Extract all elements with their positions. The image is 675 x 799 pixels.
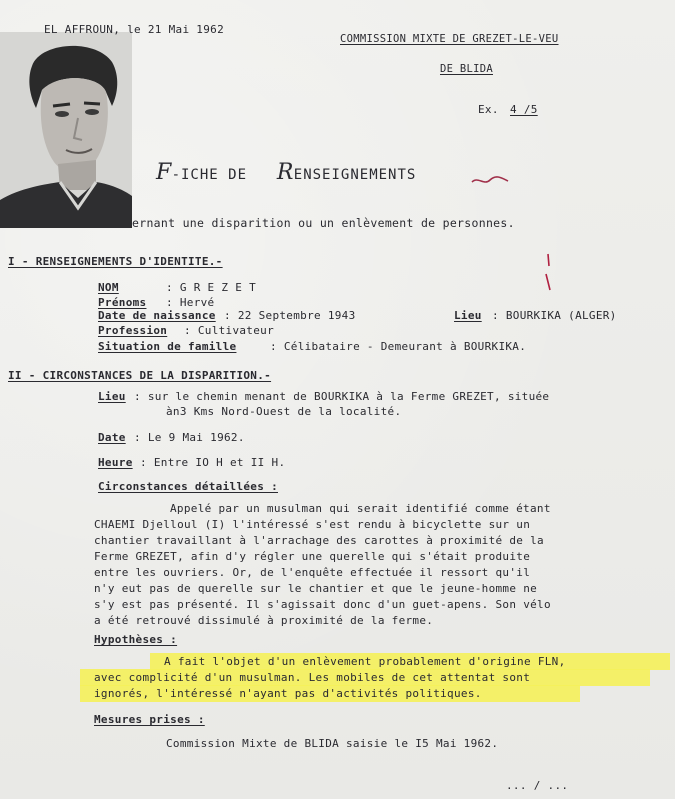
heure-value: : Entre IO H et II H. bbox=[140, 456, 286, 469]
famille-label: Situation de famille bbox=[98, 340, 237, 353]
hypothesis-line: ignorés, l'intéressé n'ayant pas d'activités politiques. bbox=[94, 687, 482, 700]
lieu-line-1: : sur le chemin menant de BOURKIKA à la Ferme GREZET, située bbox=[134, 390, 550, 403]
title-word-renseignements: ENSEIGNEMENTS bbox=[293, 167, 417, 183]
circ-line: CHAEMI Djelloul (I) l'intéressé s'est rendu à bicyclette sur un bbox=[94, 518, 531, 531]
hypothesis-line: A fait l'objet d'un enlèvement probablement d'origine FLN, bbox=[164, 655, 566, 668]
lieu-line-2: àn3 Kms Nord-Ouest de la localité. bbox=[166, 405, 402, 418]
circ-line: a été retrouvé dissimulé à proximité de la ferme. bbox=[94, 614, 434, 627]
circ-line: Appelé par un musulman qui serait identifié comme étant bbox=[170, 502, 551, 515]
form-title bbox=[156, 162, 416, 184]
prenoms-value: : Hervé bbox=[166, 296, 215, 309]
profession-value: : Cultivateur bbox=[184, 324, 274, 337]
ex-label: Ex. bbox=[478, 103, 499, 116]
heure-label: Heure bbox=[98, 456, 133, 469]
title-initial-f: F bbox=[156, 160, 172, 185]
red-tick-icon bbox=[540, 252, 556, 292]
lieu-naissance-label: Lieu bbox=[454, 309, 482, 322]
hypothesis-line: avec complicité d'un musulman. Les mobiles de cet attentat sont bbox=[94, 671, 531, 684]
commission-city: DE BLIDA bbox=[440, 63, 493, 75]
section-circumstances-heading: II - CIRCONSTANCES DE LA DISPARITION.- bbox=[8, 369, 272, 382]
circ-line: s'y est pas présenté. Il s'agissait donc d'un guet-apens. Son vélo bbox=[94, 598, 551, 611]
mesures-label: Mesures prises : bbox=[94, 713, 205, 726]
commission-name: COMMISSION MIXTE DE GREZET-LE-VEU bbox=[340, 33, 559, 45]
circonstances-label: Circonstances détaillées : bbox=[98, 480, 278, 493]
profession-label: Profession bbox=[98, 324, 168, 337]
circ-line: n'y eut pas de querelle sur le chantier et que le jeune-homme ne bbox=[94, 582, 538, 595]
naissance-value: : 22 Septembre 1943 bbox=[224, 309, 356, 322]
prenoms-label: Prénoms bbox=[98, 296, 147, 309]
naissance-label: Date de naissance bbox=[98, 309, 216, 322]
date-value: : Le 9 Mai 1962. bbox=[134, 431, 245, 444]
mesures-value: Commission Mixte de BLIDA saisie le I5 Mai 1962. bbox=[166, 737, 499, 750]
lieu-label: Lieu bbox=[98, 390, 126, 403]
pen-mark-icon bbox=[470, 172, 510, 188]
hypotheses-label: Hypothèses : bbox=[94, 633, 178, 646]
date-label: Date bbox=[98, 431, 126, 444]
section-identity-heading: I - RENSEIGNEMENTS D'IDENTITE.- bbox=[8, 255, 223, 268]
lieu-naissance-value: : BOURKIKA (ALGER) bbox=[492, 309, 617, 322]
nom-label: NOM bbox=[98, 281, 119, 294]
circ-line: entre les ouvriers. Or, de l'enquête effectuée il ressort qu'il bbox=[94, 566, 531, 579]
circ-line: chantier travaillant à l'arrachage des carottes à proximité de la bbox=[94, 534, 544, 547]
form-subtitle: ernant une disparition ou un enlèvement de personnes. bbox=[132, 216, 515, 230]
famille-value: : Célibataire - Demeurant à BOURKIKA. bbox=[270, 340, 527, 353]
portrait-photo bbox=[0, 32, 132, 228]
title-initial-r: R bbox=[276, 160, 294, 185]
circ-line: Ferme GREZET, afin d'y régler une querelle qui s'était produite bbox=[94, 550, 531, 563]
nom-value: : G R E Z E T bbox=[166, 281, 256, 294]
place-date: EL AFFROUN, le 21 Mai 1962 bbox=[44, 23, 224, 36]
title-word-fiche: -ICHE DE bbox=[171, 167, 248, 183]
continuation-mark: ... / ... bbox=[506, 779, 569, 792]
ex-number: 4 /5 bbox=[510, 103, 538, 116]
